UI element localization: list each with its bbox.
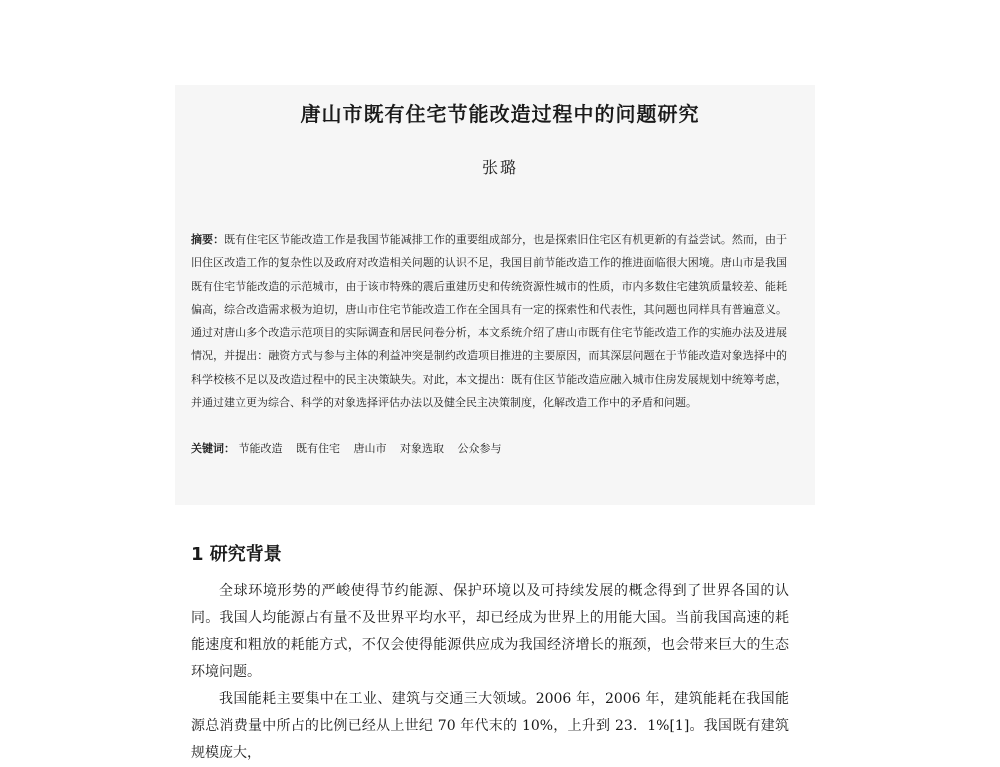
abstract-label: 摘要： (191, 233, 225, 246)
paper-title: 唐山市既有住宅节能改造过程中的问题研究 (300, 102, 700, 126)
body-paragraph: 我国能耗主要集中在工业、建筑与交通三大领域。2006 年，2006 年，建筑能耗在我国能源总消费量中所占的比例已经从上世纪 70 年代末的 10%，上升到 23．1%[1]。我国既有建筑规模庞大， (191, 691, 789, 761)
abstract-text: 既有住宅区节能改造工作是我国节能减排工作的重要组成部分，也是探索旧住宅区有机更新的有益尝试。然而，由于旧住区改造工作的复杂性以及政府对改造相关问题的认识不足，我国目前节能改造工作的推进面临很大困境。唐山市是我国既有住宅节能改造的示范城市，由于该市特殊的震后重建历史和传统资源性城市的性质，市内多数住宅建筑质量较差、能耗偏高，综合改造需求极为迫切，唐山市住宅节能改造工作在全国具有一定的探索性和代表性，其问题也同样具有普遍意义。通过对唐山多个改造示范项目的实际调查和居民问卷分析，本文系统介绍了唐山市既有住宅节能改造工作的实施办法及进展情况，并提出：融资方式与参与主体的利益冲突是制约改造项目推进的主要原因，而其深层问题在于节能改造对象选择中的科学校核不足以及改造过程中的民主决策缺失。对此，本文提出：既有住区节能改造应融入城市住房发展规划中统筹考虑，并通过建立更为综合、科学的对象选择评估办法以及健全民主决策制度，化解改造工作中的矛盾和问题。 (191, 233, 788, 410)
keyword: 公众参与 (457, 442, 502, 455)
keywords-label: 关键词： (191, 442, 235, 455)
abstract-block (191, 228, 787, 414)
keyword: 对象选取 (400, 442, 444, 455)
body-paragraph: 全球环境形势的严峻使得节约能源、保护环境以及可持续发展的概念得到了世界各国的认同。我国人均能源占有量不及世界平均水平，却已经成为世界上的用能大国。当前我国高速的耗能速度和粗放的耗能方式，不仅会使得能源供应成为我国经济增长的瓶颈，也会带来巨大的生态环境问题。 (191, 583, 789, 680)
keyword: 节能改造 (238, 442, 283, 455)
body-text (191, 578, 789, 767)
keyword: 既有住宅 (296, 442, 340, 455)
keyword: 唐山市 (353, 442, 387, 455)
section-heading: 1 研究背景 (191, 544, 282, 565)
paper-author: 张璐 (481, 158, 518, 177)
keywords-block (191, 438, 787, 460)
